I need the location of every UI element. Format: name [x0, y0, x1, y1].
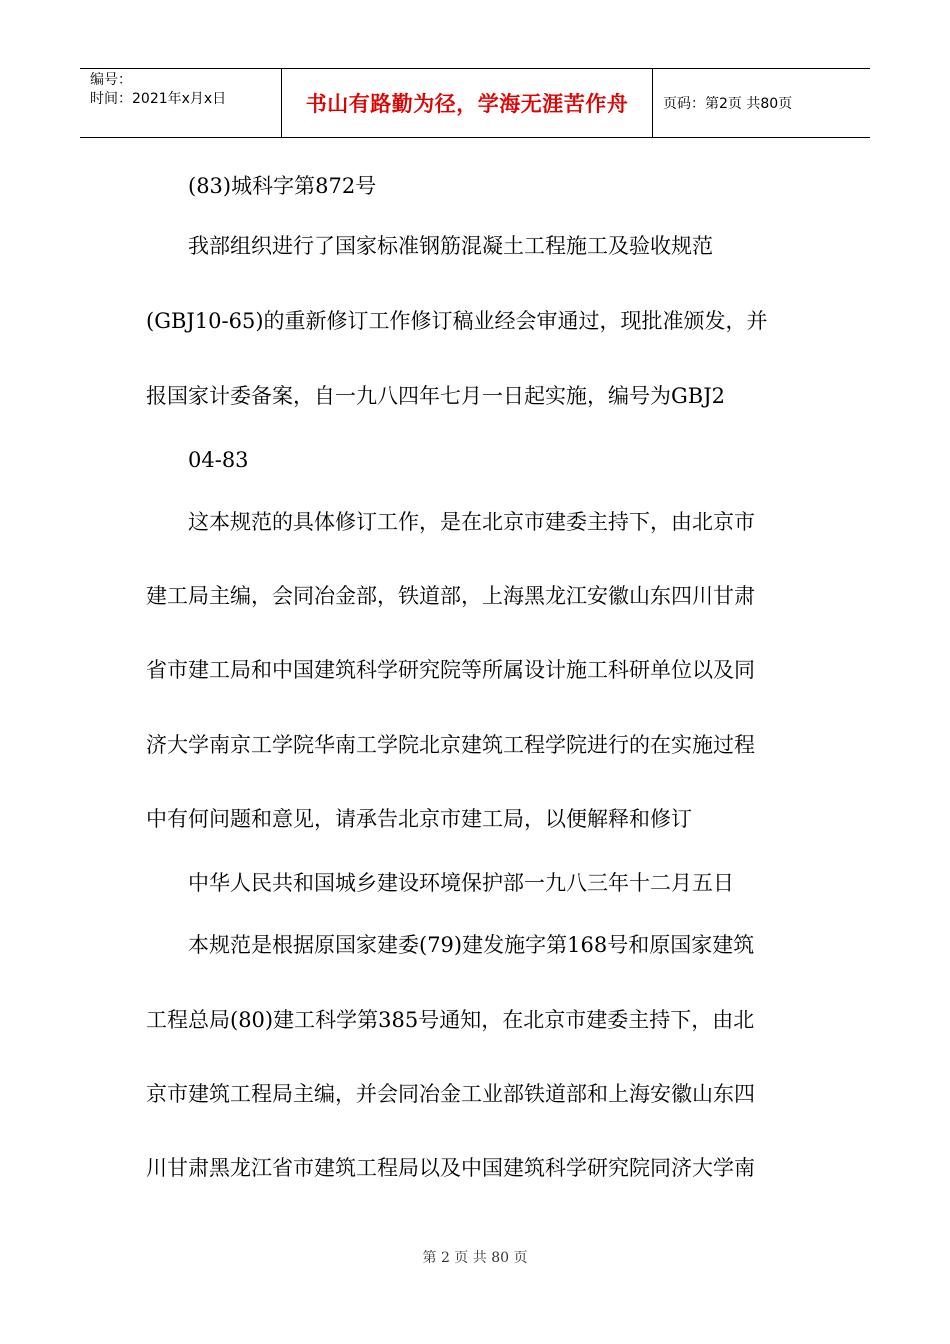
- body-line: 报国家计委备案，自一九八四年七月一日起实施，编号为GBJ2: [146, 384, 725, 408]
- body-line: 京市建筑工程局主编，并会同冶金工业部铁道部和上海安徽山东四: [146, 1082, 755, 1106]
- page-header: [80, 68, 870, 138]
- body-line: (GBJ10-65)的重新修订工作修订稿业经会审通过，现批准颁发，并: [146, 309, 768, 333]
- body-line: 济大学南京工学院华南工学院北京建筑工程学院进行的在实施过程: [146, 733, 755, 757]
- time-label: 时间：2021年x月x日: [90, 91, 227, 107]
- body-line: 我部组织进行了国家标准钢筋混凝土工程施工及验收规范: [188, 234, 713, 258]
- number-label: 编号：: [90, 72, 132, 88]
- body-line: 04-83: [188, 448, 249, 472]
- body-line: 中有何问题和意见，请承告北京市建工局，以便解释和修订: [146, 807, 692, 831]
- body-line: 川甘肃黑龙江省市建筑工程局以及中国建筑科学研究院同济大学南: [146, 1156, 755, 1180]
- page-footer: 第 2 页 共 80 页: [422, 1250, 528, 1266]
- header-page-info: 页码：第2页 共80页: [663, 96, 793, 112]
- header-meta: [80, 69, 282, 137]
- body-line: 建工局主编，会同冶金部，铁道部，上海黑龙江安徽山东四川甘肃: [146, 584, 755, 608]
- body-line: 工程总局(80)建工科学第385号通知，在北京市建委主持下，由北: [146, 1008, 755, 1032]
- header-motto: 书山有路勤为径，学海无涯苦作舟: [282, 69, 653, 137]
- body-line: 省市建工局和中国建筑科学研究院等所属设计施工科研单位以及同: [146, 658, 755, 682]
- doc-number-line: (83)城科字第872号: [188, 174, 377, 198]
- signature-line: 中华人民共和国城乡建设环境保护部一九八三年十二月五日: [188, 871, 734, 895]
- body-line: 本规范是根据原国家建委(79)建发施字第168号和原国家建筑: [188, 933, 755, 957]
- body-line: 这本规范的具体修订工作，是在北京市建委主持下，由北京市: [188, 510, 755, 534]
